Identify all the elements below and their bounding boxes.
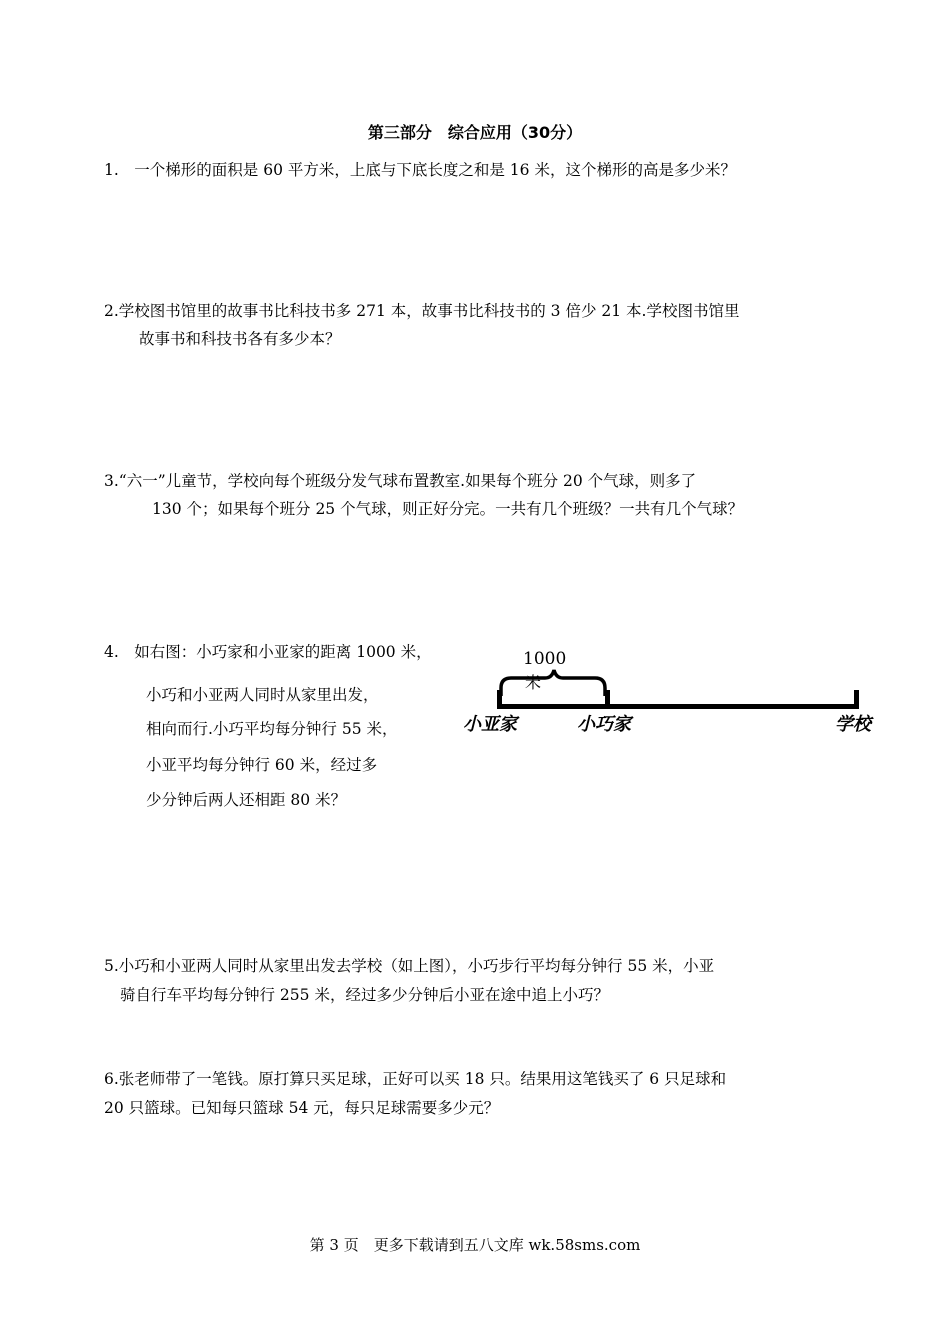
distance-diagram	[455, 640, 895, 750]
distance-value-label: 1000	[523, 649, 567, 669]
question-2-line-1: 2.学校图书馆里的故事书比科技书多 271 本，故事书比科技书的 3 倍少 21 本.学校图书馆里	[104, 302, 740, 320]
road-line	[497, 704, 859, 709]
xiaoya-home-tick	[497, 690, 502, 709]
question-4-line-4: 小亚平均每分钟行 60 米，经过多	[146, 756, 378, 774]
question-4-line-5: 少分钟后两人还相距 80 米？	[146, 791, 347, 809]
question-5-line-2: 骑自行车平均每分钟行 255 米，经过多少分钟后小亚在途中追上小巧？	[120, 986, 609, 1004]
question-6-line-1: 6.张老师带了一笔钱。原打算只买足球，正好可以买 18 只。结果用这笔钱买了 6 只足球和	[104, 1070, 727, 1088]
page-footer: 第 3 页 更多下载请到五八文库 wk.58sms.com	[309, 1236, 641, 1254]
question-4-line-1: 4. 如右图：小巧家和小亚家的距离 1000 米，	[104, 643, 432, 661]
question-1-line-1: 1. 一个梯形的面积是 60 平方米，上底与下底长度之和是 16 米，这个梯形的高是多少米？	[104, 161, 736, 179]
question-3-line-2: 130 个；如果每个班分 25 个气球，则正好分完。一共有几个班级？一共有几个气球？	[152, 500, 744, 518]
question-3-line-1: 3.“六一”儿童节，学校向每个班级分发气球布置教室.如果每个班分 20 个气球，则多了	[104, 472, 697, 490]
label-xiaoya-home: 小亚家	[463, 714, 517, 735]
question-6-line-2: 20 只篮球。已知每只篮球 54 元，每只足球需要多少元？	[104, 1099, 500, 1117]
question-4-line-3: 相向而行.小巧平均每分钟行 55 米，	[146, 720, 398, 738]
question-2-line-2: 故事书和科技书各有多少本？	[139, 330, 341, 348]
xiaoqiao-home-tick	[605, 690, 610, 709]
school-tick	[854, 690, 859, 709]
label-school: 学校	[835, 714, 871, 735]
label-xiaoqiao-home: 小巧家	[577, 714, 631, 735]
distance-brace	[501, 670, 605, 696]
section-title: 第三部分 综合应用（30分）	[367, 123, 583, 142]
distance-unit-label: 米	[525, 673, 542, 692]
question-5-line-1: 5.小巧和小亚两人同时从家里出发去学校（如上图），小巧步行平均每分钟行 55 米，小亚	[104, 957, 715, 975]
question-4-line-2: 小巧和小亚两人同时从家里出发，	[146, 686, 379, 704]
